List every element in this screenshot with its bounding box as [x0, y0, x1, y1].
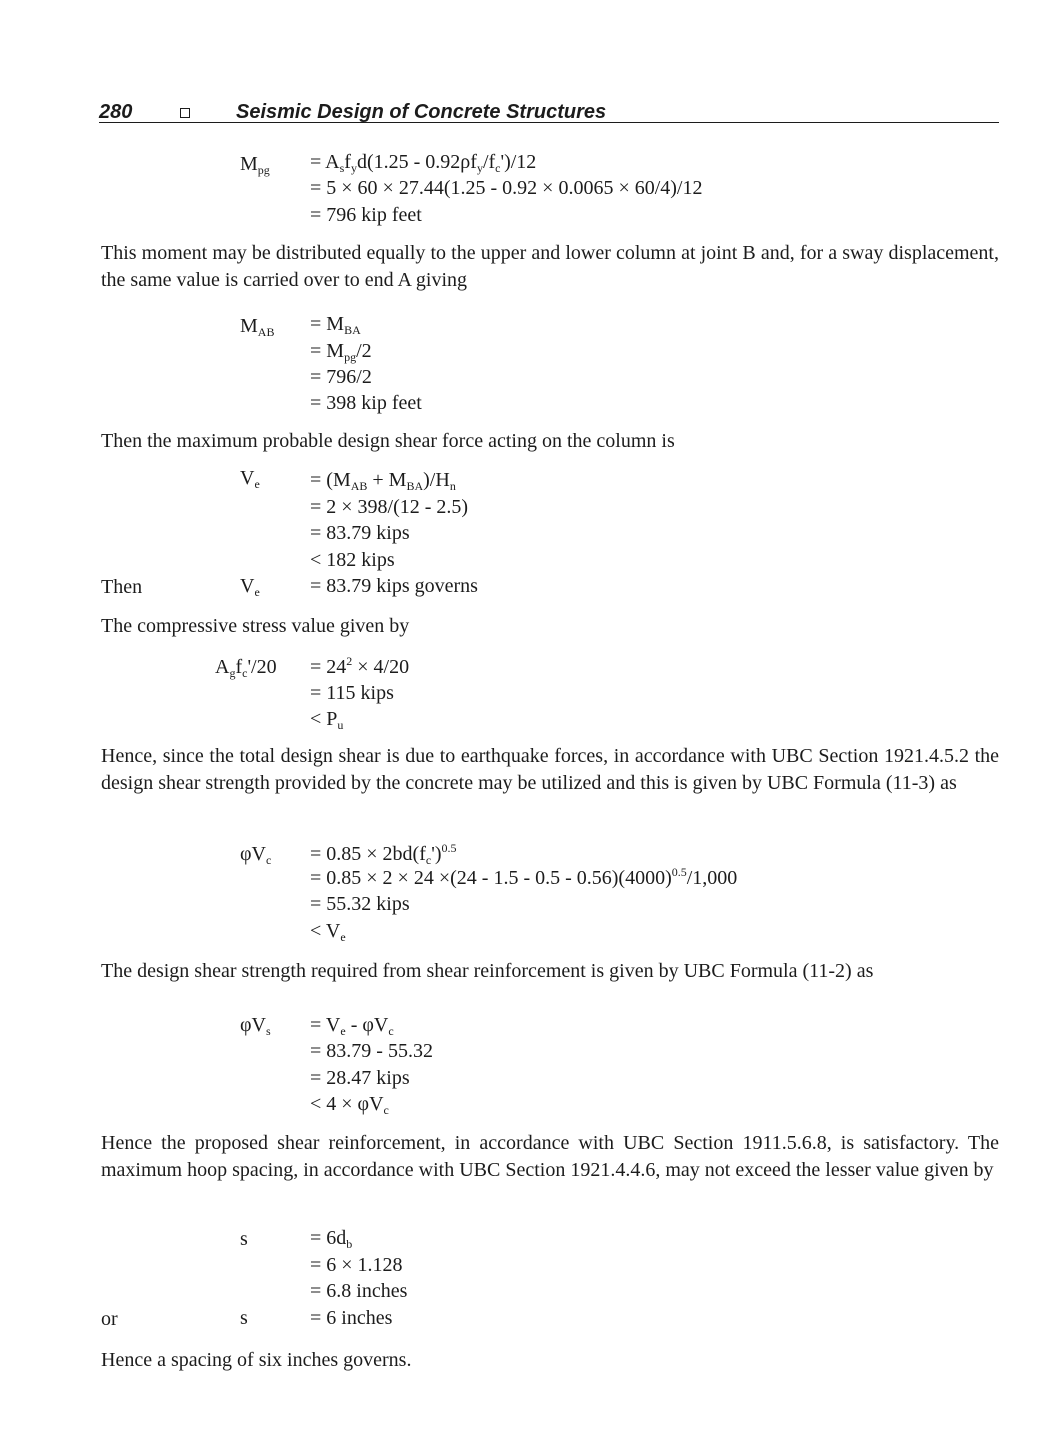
eq3-line4: < 182 kips [310, 549, 395, 571]
eq1-line1: = $A_sf_yd(1.25 - 0.92\rho f_y/f_c')/12$ [310, 151, 537, 175]
eq6-line4: < $4 \times \varphi V_c$ [310, 1093, 389, 1117]
page-number: 280 [99, 101, 133, 123]
paragraph-6: Hence the proposed shear reinforcement, in accordance with UBC Section 1911.5.6.8, is satisfactory. The maximum hoop spacing, in accordance with UBC Section 1921.4.4.6, may not exceed the lesser value given by [101, 1132, 999, 1181]
paragraph-2: Then the maximum probable design shear force acting on the column is [101, 430, 675, 452]
paragraph-4: Hence, since the total design shear is due to earthquake forces, in accordance with UBC Section 1921.4.5.2 the design shear strength provided by the concrete may be utilized and this is given by UBC Formula (11-3) as [101, 745, 999, 794]
eq1-line3: = 796 kip feet [310, 204, 422, 226]
eq4-line3: < $P_u$ [310, 708, 344, 732]
eq3-line3: = 83.79 kips [310, 522, 410, 544]
eq5-line3: = 55.32 kips [310, 893, 410, 915]
eq5-line4: < $V_e$ [310, 920, 346, 944]
eq2-line3: = 796/2 [310, 366, 372, 388]
eq2-lhs: $M_{AB}$ [240, 315, 275, 339]
eq7-line3: = 6.8 inches [310, 1280, 408, 1302]
paragraph-7: Hence a spacing of six inches governs. [101, 1349, 412, 1371]
eq5-line2: = $0.85 \times 2 \times 24 \times(24 - 1.5 - 0.5 - 0.56)(4000)^{0.5}/1,000$ [310, 865, 738, 889]
eq6-line1: = $V_e - \varphi V_c$ [310, 1014, 394, 1038]
eq3-line2: = 2 × 398/(12 - 2.5) [310, 496, 469, 518]
paragraph-3: The compressive stress value given by [101, 615, 410, 637]
paragraph-1: This moment may be distributed equally to the upper and lower column at joint B and, for a sway displacement, the same value is carried over to end A giving [101, 242, 999, 291]
eq7-line2: = 6 × 1.128 [310, 1254, 403, 1276]
eq1-line2: = 5 × 60 × 27.44(1.25 - 0.92 × 0.0065 × 60/4)/12 [310, 177, 703, 199]
or-label: or [101, 1308, 118, 1330]
eq3-lhs: $V_e$ [240, 467, 260, 491]
eq7-line1: = $6d_b$ [310, 1227, 353, 1251]
then-label: Then [101, 576, 143, 598]
eq3-then-lhs: $V_e$ [240, 575, 260, 599]
eq7-or-lhs: s [240, 1307, 248, 1329]
eq4-line1: = $24^2 \times 4/20$ [310, 654, 410, 678]
eq2-line4: = 398 kip feet [310, 392, 422, 414]
eq4-lhs: $A_gf_c'/20$ [215, 656, 277, 680]
page-header [99, 101, 999, 125]
eq6-line3: = 28.47 kips [310, 1067, 410, 1089]
square-icon [180, 108, 190, 118]
eq2-line1: = $M_{BA}$ [310, 313, 361, 337]
eq3-then-rhs: = 83.79 kips governs [310, 575, 478, 597]
eq6-line2: = 83.79 - 55.32 [310, 1040, 433, 1062]
paragraph-5: The design shear strength required from shear reinforcement is given by UBC Formula (11-2) as [101, 960, 874, 982]
eq5-line1: = $0.85 \times 2bd(f_c')^{0.5}$ [310, 841, 457, 867]
eq3-line1: = $(M_{AB} + M_{BA})/H_n$ [310, 469, 456, 493]
eq6-lhs: $\varphi V_s$ [240, 1014, 271, 1038]
eq1-lhs: $M_{pg}$ [240, 153, 270, 177]
header-rule [99, 122, 999, 123]
eq2-line2: = $M_{pg}/2$ [310, 340, 372, 364]
running-title: Seismic Design of Concrete Structures [236, 101, 607, 123]
eq7-lhs: s [240, 1228, 248, 1250]
eq4-line2: = 115 kips [310, 682, 394, 704]
eq5-lhs: $\varphi V_c$ [240, 843, 272, 867]
eq7-or-rhs: = 6 inches [310, 1307, 393, 1329]
